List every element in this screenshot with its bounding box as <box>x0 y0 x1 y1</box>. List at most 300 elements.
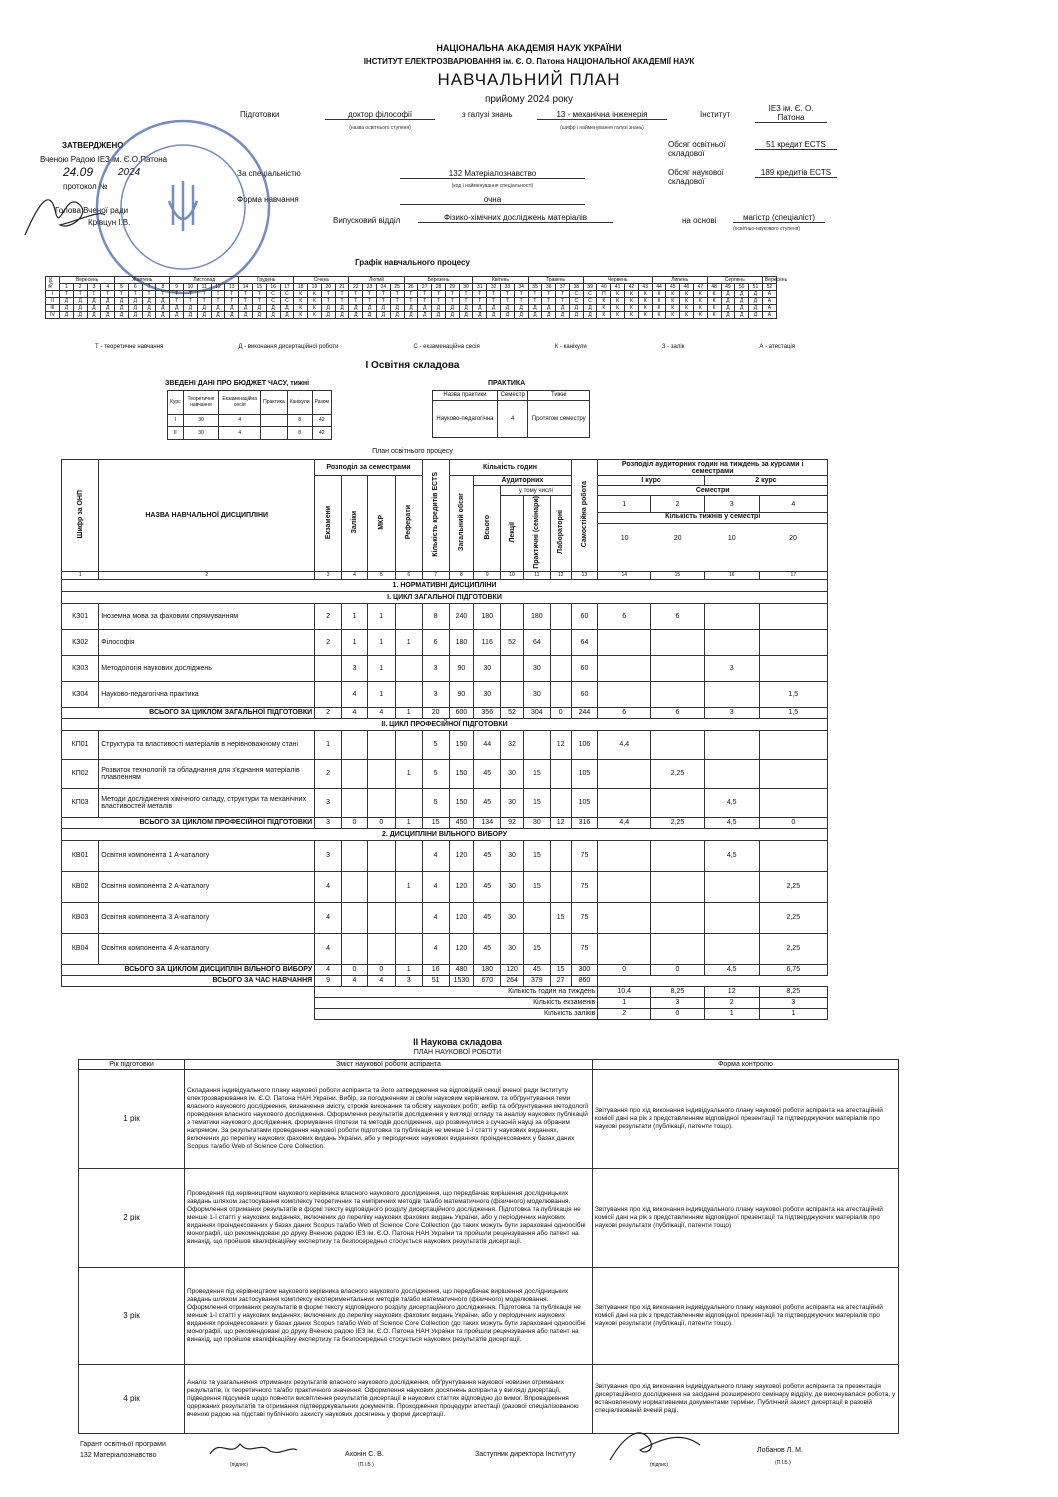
schedule-cell: Д <box>487 312 501 319</box>
col-name-header: НАЗВА НАВЧАЛЬНОЇ ДИСЦИПЛІНИ <box>99 460 315 572</box>
field-value: 13 - механічна інженерія <box>537 110 667 120</box>
total-value: 20 <box>422 707 449 718</box>
schedule-cell: Д <box>735 305 749 312</box>
column-number: 11 <box>523 571 550 579</box>
schedule-cell: Д <box>445 305 459 312</box>
practice-cell: Протягом семестру <box>528 400 590 437</box>
total-value: 0 <box>367 964 395 975</box>
sign-hint: (підпис) <box>650 1462 669 1468</box>
schedule-cell: Т <box>445 298 459 305</box>
discipline-value: 105 <box>571 788 598 817</box>
discipline-value <box>704 681 759 707</box>
budget-cell <box>261 427 288 440</box>
inst-label: Інститут <box>700 110 731 119</box>
schedule-cell: Т <box>418 291 432 298</box>
discipline-value: 64 <box>571 629 598 655</box>
discipline-value: 116 <box>474 629 501 655</box>
discipline-value: 106 <box>571 730 598 759</box>
discipline-value <box>501 681 524 707</box>
total-value: 304 <box>523 707 550 718</box>
discipline-value: 30 <box>523 681 550 707</box>
discipline-value <box>315 655 342 681</box>
schedule-cell: Д <box>721 305 735 312</box>
discipline-name: Розвиток технологій та обладнання для з'єднання матеріалів плавленням <box>99 759 315 788</box>
schedule-cell: К <box>625 298 639 305</box>
discipline-value: 3 <box>422 681 449 707</box>
schedule-cell: Т <box>225 291 239 298</box>
basis-hint: (освітньо-наукового ступеня) <box>733 226 801 232</box>
schedule-cell: Д <box>142 312 156 319</box>
schedule-cell: Д <box>349 312 363 319</box>
schedule-week: 49 <box>721 284 735 291</box>
schedule-cell: Д <box>418 312 432 319</box>
schedule-cell: Т <box>528 298 542 305</box>
schedule-cell: Д <box>170 312 184 319</box>
practice-table <box>432 390 590 438</box>
schedule-cell: Д <box>749 312 763 319</box>
discipline-value <box>367 871 395 902</box>
schedule-cell: К <box>597 312 611 319</box>
guarantor-name: Ахонін С. В. <box>345 1451 384 1458</box>
discipline-value: 1 <box>342 603 368 629</box>
schedule-cell: Т <box>432 291 446 298</box>
schedule-cell: Д <box>170 305 184 312</box>
discipline-value <box>395 730 422 759</box>
total-value: 1 <box>395 964 422 975</box>
discipline-value <box>395 902 422 933</box>
schedule-cell: Д <box>583 312 597 319</box>
summary-value: 1 <box>598 997 651 1008</box>
discipline-value <box>550 840 571 871</box>
schedule-cell: С <box>280 291 294 298</box>
discipline-value <box>759 629 827 655</box>
discipline-name: Освітня компонента 3 А-каталогу <box>99 902 315 933</box>
schedule-cell: Т <box>211 291 225 298</box>
schedule-cell: Д <box>556 312 570 319</box>
discipline-name: Науково-педагогічна практика <box>99 681 315 707</box>
discipline-value: 2 <box>315 629 342 655</box>
total-value: 0 <box>342 817 368 828</box>
discipline-code: КВ04 <box>62 933 99 964</box>
discipline-value: 15 <box>550 902 571 933</box>
schedule-cell: Д <box>569 305 583 312</box>
schedule-cell: Т <box>459 291 473 298</box>
schedule-week: 41 <box>611 284 625 291</box>
summary-value: 2 <box>704 997 759 1008</box>
total-value: 600 <box>449 707 474 718</box>
schedule-cell: Т <box>101 291 115 298</box>
discipline-value: 75 <box>571 933 598 964</box>
budget-title: ЗВЕДЕНІ ДАНІ ПРО БЮДЖЕТ ЧАСУ, тижні <box>165 380 310 387</box>
discipline-value <box>550 655 571 681</box>
schedule-cell: Д <box>87 312 101 319</box>
schedule-cell: К <box>308 312 322 319</box>
discipline-value <box>704 871 759 902</box>
schedule-cell: Т <box>363 298 377 305</box>
col-incl-header: у тому числі <box>501 486 571 496</box>
schedule-cell: К <box>294 298 308 305</box>
discipline-value: 64 <box>523 629 550 655</box>
schedule-week: 40 <box>597 284 611 291</box>
total-value: 2 <box>315 707 342 718</box>
discipline-name: Методи дослідження хімічного складу, структури та механічних властивостей металів <box>99 788 315 817</box>
schedule-week: 36 <box>542 284 556 291</box>
practice-header: Семестр <box>497 391 528 401</box>
schedule-cell: Д <box>735 298 749 305</box>
total-value: 4,4 <box>598 817 651 828</box>
discipline-value <box>651 871 705 902</box>
science-table <box>78 1059 899 1434</box>
schedule-cell: Д <box>528 312 542 319</box>
discipline-value: 4,5 <box>704 840 759 871</box>
schedule-cell: Д <box>266 312 280 319</box>
total-value: 6 <box>598 707 651 718</box>
total-value: 450 <box>449 817 474 828</box>
schedule-cell: Т <box>60 291 74 298</box>
budget-header: Курс <box>168 391 184 415</box>
schedule-cell: К <box>707 312 721 319</box>
schedule-cell: С <box>583 298 597 305</box>
schedule-cell: Д <box>721 291 735 298</box>
schedule-cell: Д <box>542 312 556 319</box>
schedule-cell: К <box>680 305 694 312</box>
discipline-name: Освітня компонента 4 А-каталогу <box>99 933 315 964</box>
discipline-name: Освітня компонента 2 А-каталогу <box>99 871 315 902</box>
schedule-month: Березень <box>404 277 473 284</box>
total-value: 45 <box>523 964 550 975</box>
sci-vol-label: Обсяг наукової складової <box>668 168 724 186</box>
total-value: 15 <box>550 964 571 975</box>
schedule-cell: Д <box>432 305 446 312</box>
column-number: 3 <box>315 571 342 579</box>
discipline-value: 45 <box>474 788 501 817</box>
grand-total-value: 3 <box>395 975 422 986</box>
schedule-cell: Д <box>156 312 170 319</box>
discipline-value: 1 <box>367 655 395 681</box>
discipline-value <box>759 788 827 817</box>
schedule-cell: Д <box>252 312 266 319</box>
schedule-week: 17 <box>280 284 294 291</box>
schedule-week: 48 <box>707 284 721 291</box>
column-number: 4 <box>342 571 368 579</box>
schedule-week: 31 <box>473 284 487 291</box>
schedule-cell: Д <box>280 312 294 319</box>
legend-item: З - залік <box>661 344 685 350</box>
schedule-week: 51 <box>749 284 763 291</box>
discipline-value <box>651 681 705 707</box>
schedule-cell: Д <box>184 305 198 312</box>
schedule-cell: К <box>666 298 680 305</box>
discipline-value: 3 <box>704 655 759 681</box>
sign-hint: (підпис) <box>230 1462 249 1468</box>
budget-cell: 30 <box>183 414 219 427</box>
total-value: 134 <box>474 817 501 828</box>
discipline-value: 150 <box>449 788 474 817</box>
section1-title: I Освітня складова <box>365 360 460 371</box>
budget-table <box>167 390 332 440</box>
schedule-cell: Д <box>101 305 115 312</box>
sem-weeks: 10 <box>727 534 736 542</box>
schedule-cell: Д <box>101 312 115 319</box>
discipline-value: 45 <box>474 759 501 788</box>
discipline-value: 2 <box>315 603 342 629</box>
schedule-cell: Т <box>376 291 390 298</box>
schedule-cell: К <box>666 291 680 298</box>
spec-hint: (код і найменування спеціальності) <box>451 183 534 189</box>
col-hours-header: Кількість годин <box>449 460 571 476</box>
discipline-value <box>759 730 827 759</box>
total-value: 480 <box>449 964 474 975</box>
column-number: 17 <box>759 571 827 579</box>
total-label: ВСЬОГО ЗА ЦИКЛОМ ЗАГАЛЬНОЇ ПІДГОТОВКИ <box>62 707 315 718</box>
schedule-week: 46 <box>680 284 694 291</box>
discipline-value: 30 <box>501 902 524 933</box>
discipline-value <box>598 629 651 655</box>
schedule-cell: Д <box>404 312 418 319</box>
discipline-value: 8 <box>422 603 449 629</box>
schedule-cell: Д <box>225 305 239 312</box>
schedule-cell: Д <box>87 298 101 305</box>
institute-name: ІНСТИТУТ ЕЛЕКТРОЗВАРЮВАННЯ ім. Є. О. Патона НАЦІОНАЛЬНОЇ АКАДЕМІЇ НАУК <box>363 57 695 66</box>
discipline-code: КВ03 <box>62 902 99 933</box>
schedule-cell: Д <box>501 312 515 319</box>
discipline-value: 4 <box>422 871 449 902</box>
discipline-value: 4 <box>422 933 449 964</box>
schedule-week: 25 <box>390 284 404 291</box>
discipline-name: Іноземна мова за фаховим спрямуванням <box>99 603 315 629</box>
schedule-cell: К <box>625 305 639 312</box>
total-value: 4 <box>367 707 395 718</box>
schedule-cell: Т <box>487 291 501 298</box>
basis-label: на основі <box>682 216 717 225</box>
section-normative: 1. НОРМАТИВНІ ДИСЦИПЛІНИ <box>62 579 828 591</box>
form-value: очна <box>400 195 585 205</box>
schedule-week: 10 <box>184 284 198 291</box>
total-value: 180 <box>474 964 501 975</box>
schedule-cell: К <box>638 305 652 312</box>
schedule-cell: Д <box>556 305 570 312</box>
discipline-value: 4 <box>422 840 449 871</box>
schedule-cell: Т <box>514 291 528 298</box>
discipline-value <box>704 730 759 759</box>
schedule-month: Серпень <box>707 277 762 284</box>
page-subtitle: прийому 2024 року <box>484 94 574 105</box>
budget-header: Теоретичне навчання <box>183 391 219 415</box>
discipline-value: 1 <box>367 603 395 629</box>
schedule-week: 20 <box>321 284 335 291</box>
legend-item: К - канікули <box>554 344 587 350</box>
schedule-cell: Д <box>211 312 225 319</box>
schedule-week: 15 <box>252 284 266 291</box>
schedule-cell: Т <box>115 291 129 298</box>
schedule-cell: К <box>652 312 666 319</box>
schedule-cell: Т <box>211 298 225 305</box>
discipline-value <box>704 759 759 788</box>
sem-weeks: 20 <box>789 534 797 542</box>
discipline-value: 180 <box>449 629 474 655</box>
schedule-week: 4 <box>101 284 115 291</box>
total-value: 1 <box>395 707 422 718</box>
discipline-value: 30 <box>501 871 524 902</box>
chair-label: Голова Вченої ради <box>55 206 129 215</box>
column-number: 9 <box>474 571 501 579</box>
discipline-value: 6 <box>598 603 651 629</box>
column-number: 12 <box>550 571 571 579</box>
schedule-legend <box>95 344 795 350</box>
schedule-cell: К <box>611 305 625 312</box>
summary-value: 8,25 <box>759 986 827 997</box>
discipline-value <box>550 681 571 707</box>
schedule-cell: Д <box>128 305 142 312</box>
schedule-cell: Д <box>349 305 363 312</box>
col-prac-header: Практичні (семінари) <box>523 496 550 572</box>
schedule-cell: К <box>638 298 652 305</box>
schedule-week: 45 <box>666 284 680 291</box>
discipline-value: 2 <box>315 759 342 788</box>
total-value: 120 <box>501 964 524 975</box>
schedule-week: 34 <box>514 284 528 291</box>
schedule-cell: Д <box>335 312 349 319</box>
schedule-cell: Д <box>418 305 432 312</box>
discipline-value <box>651 788 705 817</box>
total-value: 92 <box>501 817 524 828</box>
schedule-cell: К <box>680 298 694 305</box>
field-label: з галузі знань <box>462 110 513 119</box>
summary-label: Кількість екзаменів <box>315 997 598 1008</box>
discipline-value <box>395 933 422 964</box>
col-ects-header: Кількість кредитів ECTS <box>422 460 449 572</box>
discipline-value <box>395 681 422 707</box>
discipline-value <box>367 840 395 871</box>
schedule-cell: Д <box>239 312 253 319</box>
schedule-cell: С <box>280 298 294 305</box>
schedule-week: 8 <box>156 284 170 291</box>
schedule-week: 16 <box>266 284 280 291</box>
schedule-cell: Т <box>142 291 156 298</box>
discipline-value: 6 <box>422 629 449 655</box>
total-label: ВСЬОГО ЗА ЦИКЛОМ ПРОФЕСІЙНОЇ ПІДГОТОВКИ <box>62 817 315 828</box>
schedule-cell: Т <box>170 298 184 305</box>
discipline-value: 5 <box>422 788 449 817</box>
schedule-week: 33 <box>501 284 515 291</box>
course-header: Курс <box>46 277 60 291</box>
budget-cell <box>261 414 288 427</box>
total-value: 6,75 <box>759 964 827 975</box>
discipline-value <box>598 788 651 817</box>
plan-title: План освітнього процесу <box>372 448 453 455</box>
schedule-cell: Д <box>390 305 404 312</box>
plan-table <box>61 459 828 1020</box>
discipline-value <box>759 759 827 788</box>
sem-number: 3 <box>704 496 759 513</box>
discipline-value: 6 <box>651 603 705 629</box>
schedule-cell: Д <box>321 305 335 312</box>
grand-total-value: 51 <box>422 975 449 986</box>
schedule-cell: Д <box>376 305 390 312</box>
schedule-cell: Д <box>721 312 735 319</box>
schedule-cell: Т <box>87 291 101 298</box>
discipline-value <box>395 788 422 817</box>
schedule-week: 27 <box>418 284 432 291</box>
schedule-week: 3 <box>87 284 101 291</box>
discipline-value <box>598 681 651 707</box>
discipline-value <box>550 788 571 817</box>
discipline-value: 4 <box>315 902 342 933</box>
schedule-cell: Д <box>73 305 87 312</box>
total-value: 30 <box>523 817 550 828</box>
grand-total-value: 9 <box>315 975 342 986</box>
total-value: 4,5 <box>704 817 759 828</box>
schedule-week: 22 <box>349 284 363 291</box>
science-content: Складання індивідуального плану наукової роботи аспіранта та його затвердження на відповідній секції вченої ради Інституту електрозварювання ім. Є.О. Патона НАН України. Вибір, за погодженням зі своїм науковим керівником, та обґрунтування теми власного наукового дослідження, визначення змісту, строків виконання та обсягу наукових робіт; вибір та обґрунтування методології проведення власного наукового дослідження. Оформлення результатів дослідження у вигляді огляду та аналізу наукових публікацій з тематики наукового дослідження, формування гіпотези та методів дослідження, що розвинулися з сучасній науці за обраним напрямом. За результатами проведення наукової роботи підготовка та публікація не менше 1-ї статті у наукових виданнях, включених до переліку наукових фахових видань України, або у періодичних наукових виданнях проіндексованих у базах даних Scopus та/або Web of Science Core Collection. <box>185 1070 593 1169</box>
schedule-cell: К <box>652 298 666 305</box>
schedule-cell: Т <box>156 291 170 298</box>
discipline-value <box>342 759 368 788</box>
schedule-cell: Т <box>239 298 253 305</box>
summary-value: 0 <box>651 1008 705 1019</box>
discipline-value <box>651 730 705 759</box>
discipline-value <box>651 655 705 681</box>
budget-cell: 4 <box>219 414 261 427</box>
schedule-cell: А <box>762 305 776 312</box>
discipline-value: 15 <box>523 759 550 788</box>
budget-cell: 42 <box>312 414 331 427</box>
schedule-cell: Д <box>487 305 501 312</box>
discipline-value <box>342 730 368 759</box>
discipline-value: 180 <box>523 603 550 629</box>
grand-total-value: 4 <box>367 975 395 986</box>
schedule-cell: К <box>652 305 666 312</box>
schedule-week: 28 <box>432 284 446 291</box>
total-value: 52 <box>501 707 524 718</box>
schedule-month: Листопад <box>170 277 239 284</box>
discipline-value <box>759 603 827 629</box>
discipline-value: 90 <box>449 681 474 707</box>
schedule-cell: Д <box>101 298 115 305</box>
field-hint: (шифр і найменування галузі знань) <box>560 125 644 131</box>
discipline-value <box>651 840 705 871</box>
discipline-value <box>315 681 342 707</box>
schedule-week: 19 <box>308 284 322 291</box>
schedule-cell: К <box>625 312 639 319</box>
schedule-week: 11 <box>197 284 211 291</box>
schedule-cell: Т <box>501 291 515 298</box>
total-value: 1,5 <box>759 707 827 718</box>
schedule-cell: Д <box>60 305 74 312</box>
schedule-cell: Т <box>418 298 432 305</box>
discipline-value: 120 <box>449 840 474 871</box>
schedule-cell: Т <box>252 298 266 305</box>
summary-value: 10,4 <box>598 986 651 997</box>
discipline-value <box>598 871 651 902</box>
schedule-cell: П <box>597 291 611 298</box>
legend-item: С - екзаменаційна сесія <box>413 344 480 350</box>
budget-header: Канікули <box>287 391 312 415</box>
schedule-cell: Д <box>321 312 335 319</box>
schedule-cell: К <box>666 312 680 319</box>
schedule-week: 29 <box>445 284 459 291</box>
schedule-cell: Д <box>721 298 735 305</box>
schedule-week: 13 <box>225 284 239 291</box>
discipline-value: 120 <box>449 902 474 933</box>
schedule-week: 6 <box>128 284 142 291</box>
discipline-value: 30 <box>474 655 501 681</box>
schedule-cell: Д <box>363 312 377 319</box>
schedule-course: II <box>46 298 60 305</box>
budget-cell: 4 <box>219 427 261 440</box>
col-ref-header: Реферати <box>395 476 422 572</box>
discipline-value <box>367 759 395 788</box>
